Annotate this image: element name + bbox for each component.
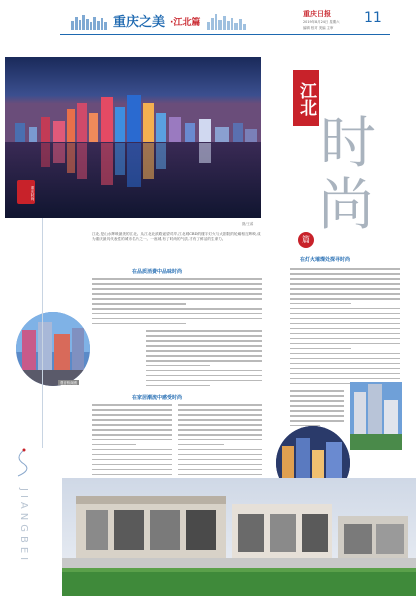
mall-circle-photo <box>16 312 90 386</box>
section-heading-1: 在品质消费中品味时尚 <box>132 269 183 275</box>
header-skyline-icon <box>70 12 108 30</box>
section-title: 重庆之美 <box>113 15 166 30</box>
date-line: 2019年8月24日 星期六 <box>303 20 340 24</box>
title-suffix-text: 篇 <box>302 235 310 244</box>
title-char-1: 时 <box>320 111 376 176</box>
section-3-body-b <box>290 390 344 430</box>
tower-photo <box>350 382 402 450</box>
frame-line-left <box>42 218 43 448</box>
section-heading-3: 在灯火璀璨处探寻时尚 <box>300 257 351 263</box>
paper-name: 重庆日报 <box>303 9 331 18</box>
stamp-text: 重庆时尚 <box>31 185 35 201</box>
hero-photo <box>5 57 261 218</box>
stamp-seal <box>17 180 35 204</box>
district-badge <box>293 70 319 126</box>
section-2-body-a <box>92 404 172 489</box>
photo-credit: 摄/王睿 <box>242 222 254 226</box>
page-number: 11 <box>364 10 382 26</box>
section-heading-2: 在家居潮流中感受时尚 <box>132 395 183 401</box>
photo-label-1: 观音桥商圈 <box>60 381 77 385</box>
intro-paragraph: 江北,是山水辉映最美的江北。从江北北滨路遥望对岸,江北城CBD的楼宇灯火与大剧院的轮廓相互辉映,成为重庆最具代表性的城市名片之一。一座城,有了时尚的气质,才有了鲜活的生命力。 <box>92 232 261 242</box>
section-subtitle: ·江北篇 <box>170 18 201 28</box>
section-1-body-a <box>92 278 262 328</box>
header-rule <box>60 34 390 35</box>
section-2-body-b <box>178 404 262 484</box>
editors-line: 编辑 校对 美编 主审 <box>303 26 334 30</box>
vertical-pinyin: JIANGBEI <box>18 488 29 565</box>
title-char-2: 尚 <box>318 173 374 238</box>
section-1-body-b <box>146 330 262 390</box>
deco-curve <box>12 448 34 478</box>
title-suffix-badge <box>298 232 314 248</box>
section-3-body <box>290 268 400 388</box>
header-skyline-icon <box>207 12 247 30</box>
district-text: 江北 <box>296 82 316 116</box>
luxury-street-photo <box>62 478 416 596</box>
